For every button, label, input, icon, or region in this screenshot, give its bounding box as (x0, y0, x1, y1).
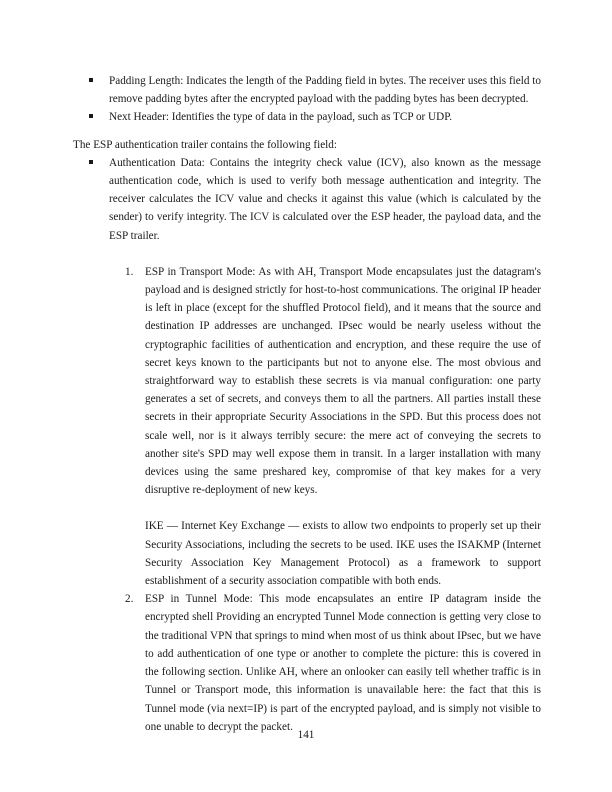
bullet-square-icon (89, 78, 93, 82)
tunnel-mode-text: ESP in Tunnel Mode: This mode encapsulates an entire IP datagram inside the encrypted shell Providing an encrypted Tunnel Mode connection is getting very close to the traditional VPN that springs to mind when most of us think about IPsec, but we have to add authentication of one type or another to complete the picture: this is covered in the following section. Unlike AH, where an onlooker can easily tell whether traffic is in Tunnel or Transport mode, this information is unavailable here: the fact that this is Tunnel mode (via next=IP) is part of the encrypted payload, and is simply not visible to one unable to decrypt the packet. (145, 593, 541, 733)
list-item (73, 108, 541, 126)
bullet-square-icon (89, 160, 93, 164)
list-number: 2. (125, 593, 134, 606)
auth-trailer-list (73, 154, 541, 245)
list-item (73, 72, 541, 108)
ike-paragraph: IKE — Internet Key Exchange — exists to allow two endpoints to properly set up their Security Associations, including the secrets to be used. IKE uses the ISAKMP (Internet Security Association Key Management Protocol) as a framework to support establishment of a security association compatible with both ends. (145, 520, 541, 588)
esp-modes-list (73, 263, 541, 736)
list-item (73, 590, 541, 736)
page-body (73, 72, 541, 736)
padding-length-text: Padding Length: Indicates the length of the Padding field in bytes. The receiver uses this field to remove padding bytes after the encrypted payload with the padding bytes has been decrypted. (109, 75, 541, 106)
authentication-data-text: Authentication Data: Contains the integrity check value (ICV), also known as the message authentication code, which is used to verify both message authentication and integrity. The receiver calculates the ICV value and checks it against this value (which is calculated by the sender) to verify integrity. The ICV is calculated over the ESP header, the payload data, and the ESP trailer. (109, 156, 541, 242)
list-item (73, 263, 541, 590)
bullet-square-icon (89, 114, 93, 118)
list-number: 1. (125, 265, 134, 278)
transport-mode-text: ESP in Transport Mode: As with AH, Transport Mode encapsulates just the datagram's payload and is designed strictly for host-to-host communications. The original IP header is left in place (except for the shuffled Protocol field), and it means that the source and destination IP addresses are unchanged. IPsec would be nearly useless without the cryptographic facilities of authentication and encryption, and these require the use of secret keys known to the participants but not to anyone else. The most obvious and straightforward way to establish these secrets is via manual configuration: one party generates a set of secrets, and conveys them to all the partners. All parties install these secrets in their appropriate Security Associations in the SPD. But this process does not scale well, nor is it always terribly secure: the mere act of conveying the secrets to another site's SPD may well expose them in transit. In a larger installation with many devices using the same preshared key, compromise of that key makes for a very disruptive re-deployment of new keys. (145, 265, 541, 497)
list-item (73, 154, 541, 245)
esp-trailer-fields-list (73, 72, 541, 127)
next-header-text: Next Header: Identifies the type of data in the payload, such as TCP or UDP. (109, 111, 452, 124)
page-number: 141 (297, 729, 315, 741)
trailer-intro-paragraph: The ESP authentication trailer contains the following field: (73, 138, 337, 151)
